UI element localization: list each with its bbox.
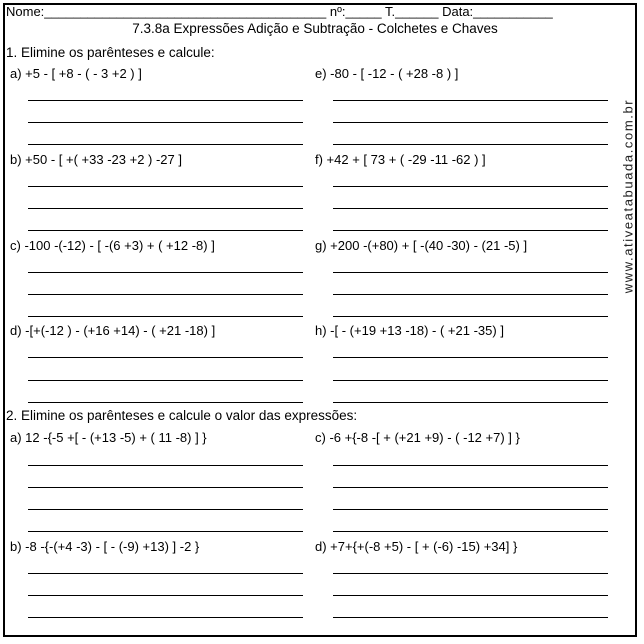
answer-line[interactable] — [333, 122, 608, 123]
exercise-2a: a) 12 -{-5 +[ - (+13 -5) + ( 11 -8) ] } — [10, 430, 207, 445]
exercise-1a: a) +5 - [ +8 - ( - 3 +2 ) ] — [10, 66, 142, 81]
section-1-instruction: 1. Elimine os parênteses e calcule: — [6, 45, 215, 60]
answer-line[interactable] — [28, 186, 303, 187]
answer-line[interactable] — [333, 487, 608, 488]
answer-line[interactable] — [333, 509, 608, 510]
answer-line[interactable] — [28, 357, 303, 358]
answer-line[interactable] — [28, 316, 303, 317]
answer-line[interactable] — [333, 100, 608, 101]
answer-line[interactable] — [28, 208, 303, 209]
answer-line[interactable] — [333, 465, 608, 466]
answer-line[interactable] — [28, 509, 303, 510]
answer-line[interactable] — [333, 357, 608, 358]
answer-line[interactable] — [333, 531, 608, 532]
answer-line[interactable] — [28, 272, 303, 273]
answer-line[interactable] — [333, 380, 608, 381]
website-watermark — [622, 64, 634, 328]
exercise-1b: b) +50 - [ +( +33 -23 +2 ) -27 ] — [10, 152, 182, 167]
exercise-1e: e) -80 - [ -12 - ( +28 -8 ) ] — [315, 66, 459, 81]
answer-line[interactable] — [28, 294, 303, 295]
exercise-2b: b) -8 -{-(+4 -3) - [ - (-9) +13) ] -2 } — [10, 539, 200, 554]
answer-line[interactable] — [28, 402, 303, 403]
exercise-1g: g) +200 -(+80) + [ -(40 -30) - (21 -5) ] — [315, 238, 528, 253]
answer-line[interactable] — [333, 144, 608, 145]
answer-line[interactable] — [333, 316, 608, 317]
student-info-header: Nome:_______________________________________ nº:_____ T.______ Data:___________ — [6, 4, 553, 19]
answer-line[interactable] — [28, 230, 303, 231]
answer-line[interactable] — [333, 208, 608, 209]
answer-line[interactable] — [28, 573, 303, 574]
answer-line[interactable] — [333, 402, 608, 403]
answer-line[interactable] — [28, 380, 303, 381]
worksheet-title: 7.3.8a Expressões Adição e Subtração - Colchetes e Chaves — [132, 21, 498, 36]
answer-line[interactable] — [28, 100, 303, 101]
answer-line[interactable] — [333, 186, 608, 187]
exercise-2c: c) -6 +{-8 -[ + (+21 +9) - ( -12 +7) ] } — [315, 430, 520, 445]
answer-line[interactable] — [28, 144, 303, 145]
website-watermark-text: www.ativeatabuada.com.br — [620, 98, 636, 294]
answer-line[interactable] — [28, 465, 303, 466]
answer-line[interactable] — [28, 617, 303, 618]
section-2-instruction: 2. Elimine os parênteses e calcule o valor das expressões: — [6, 408, 358, 423]
exercise-2d: d) +7+{+(-8 +5) - [ + (-6) -15) +34] } — [315, 539, 518, 554]
answer-line[interactable] — [333, 272, 608, 273]
answer-line[interactable] — [333, 595, 608, 596]
exercise-1c: c) -100 -(-12) - [ -(6 +3) + ( +12 -8) ] — [10, 238, 215, 253]
answer-line[interactable] — [28, 595, 303, 596]
answer-line[interactable] — [333, 617, 608, 618]
answer-line[interactable] — [333, 573, 608, 574]
exercise-1h: h) -[ - (+19 +13 -18) - ( +21 -35) ] — [315, 323, 504, 338]
answer-line[interactable] — [28, 531, 303, 532]
exercise-1d: d) -[+(-12 ) - (+16 +14) - ( +21 -18) ] — [10, 323, 216, 338]
answer-line[interactable] — [28, 487, 303, 488]
answer-line[interactable] — [333, 230, 608, 231]
exercise-1f: f) +42 + [ 73 + ( -29 -11 -62 ) ] — [315, 152, 486, 167]
answer-line[interactable] — [28, 122, 303, 123]
answer-line[interactable] — [333, 294, 608, 295]
